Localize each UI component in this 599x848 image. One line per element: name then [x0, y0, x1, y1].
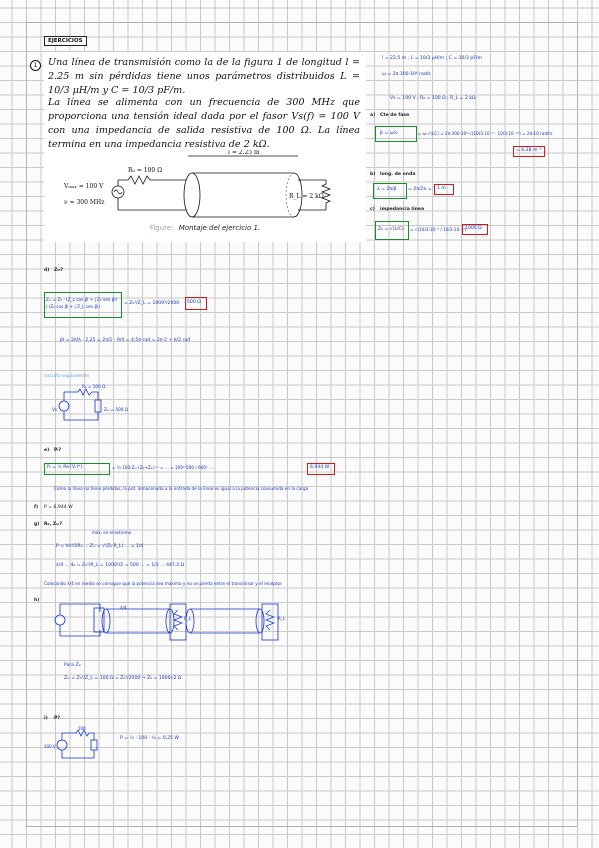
- note-h-label: h): [34, 598, 40, 603]
- note-c-result: 1000 Ω: [465, 226, 482, 231]
- page-border-right: [577, 22, 578, 826]
- note-i-label: i): [44, 716, 48, 721]
- note-d-zin-label: Zᵢₙ = 500 Ω: [104, 407, 128, 412]
- note-i-r-label: 100: [78, 726, 86, 731]
- caption-prefix: Figure:: [149, 224, 174, 232]
- page-border-top: [26, 22, 577, 23]
- note-a-title: Cte de fase: [380, 113, 410, 118]
- note-h-text2: Zᵢₙ = Z₀²/Z_L = 100 Ω = Z₀²/2000 → Z₀ = 1000√2 Ω: [64, 676, 182, 681]
- note-i-v-label: 100 V: [44, 744, 56, 749]
- note-e-expr: = ½ 100·Zᵢₙ·(Z₀+Zᵢₙ)⁻² = ... = 100²·500 / 600² ...: [112, 465, 214, 470]
- note-i-title: P?: [54, 716, 61, 721]
- note-e-label: e): [44, 448, 50, 453]
- figure-source-resistor: R₀ = 100 Ω: [128, 167, 163, 174]
- note-e-boxed: Pₗ = ½ Re{V·I*}: [47, 465, 84, 470]
- note-d-r0-label: R₀ = 100 Ω: [82, 384, 106, 389]
- note-c-label: c): [370, 207, 375, 212]
- note-c-expr: = √(10/3·10⁻⁶ / 10/3·10⁻¹²): [410, 227, 467, 232]
- problem-paragraph-1: Una línea de transmisión como la de la figura 1 de longitud l = 2.25 m sin pérdidas tiene unos parámetros distribuidos L = 10/3 μH/m y C = 10/3 pF/m.: [48, 57, 360, 96]
- exercise-number: 1: [30, 60, 41, 71]
- problem-paragraph-2: La línea se alimenta con un frecuencia de 300 MHz que proporciona una tensión ideal dada por el fasor Vs(f) = 100 V con una impedancia de salida resistiva de 100 Ω. La línea termina en una impedancia resistiva de 2 kΩ.: [48, 97, 360, 150]
- figure-length-label: l = 2.25 m: [228, 150, 260, 156]
- page-border-left: [26, 22, 27, 826]
- note-a-expr: = ω·√(LC) = 2π·300·10⁶·√(10/3·10⁻⁶ · 10/3·10⁻¹²) = 2π·10 rad/m: [418, 131, 553, 136]
- note-g-line2: λ/4 ... 4₀ = Z₀²/R_L = 1000²/2 = 500 ... = 1/2 ... 447,2 Ω: [56, 563, 185, 568]
- note-a-label: a): [370, 113, 376, 118]
- note-b-boxed: λ = 2π/β: [377, 187, 397, 192]
- transmission-line-figure: [58, 150, 358, 234]
- exercises-tag: EJERCICIOS: [44, 36, 87, 46]
- note-b-label: b): [370, 172, 376, 177]
- d-equivalent-circuit: [56, 386, 106, 426]
- note-b-result: 1 m: [437, 186, 446, 191]
- note-c-title: impedancia línea: [380, 207, 425, 212]
- figure-load: R_L = 2 kΩ: [289, 193, 324, 200]
- note-f-label: f): [34, 505, 39, 510]
- note-a-boxed: β = ω/ν: [380, 131, 398, 136]
- note-d-vs-label: Vs: [52, 407, 58, 412]
- note-g-note: Colocando λ/4 en medio se consigue que la potencia sea máxima y no se pierda entre el transmisor y el receptor: [44, 581, 282, 586]
- line-left-end: [184, 173, 200, 217]
- note-d-boxed: Zᵢₙ = Z₀ · (Z_L cos βl + j Z₀ sen βl) / (Z₀ cos βl + j Z_L sen βl): [46, 297, 118, 309]
- note-e-title: Pₗ?: [54, 448, 62, 453]
- note-h-text1: Para Zᵢₙ: [64, 663, 82, 668]
- note-g-margin-note: máx. en el extremo: [92, 530, 132, 535]
- figure-caption: [44, 224, 366, 232]
- i-circuit: [56, 728, 102, 762]
- note-d-title: Zᵢₙ?: [54, 268, 64, 273]
- note-d-expr: = Z₀²/Z_L = 1000²/2000: [124, 301, 180, 306]
- note-e-result: 6,944 W: [310, 465, 330, 470]
- note-givens-1: l = 22,5 m ; L = 10/3 μH/m ; C = 10/3 pF/m: [382, 56, 482, 61]
- note-b-title: long. de onda: [380, 172, 416, 177]
- note-h-line-label: λ/4: [120, 605, 127, 610]
- note-e-note: Como la línea no tiene pérdidas, la pot. almacenada a la entrada de la línea es igual a la potencia consumida en la carga: [54, 486, 309, 491]
- page-border-bottom: [26, 826, 577, 827]
- note-g-label: g): [34, 522, 40, 527]
- note-a-result: = 6,28 m⁻¹: [516, 148, 542, 153]
- note-givens-3: Vs = 100 V ; R₀ = 100 Ω ; R_L = 2 kΩ: [390, 96, 476, 101]
- note-d-circuit-title: circuito equivalente: [44, 374, 90, 379]
- note-b-expr: = 2π/2π = 1: [408, 187, 436, 192]
- note-h-load-a: R_L: [184, 616, 192, 621]
- note-d-line2: βl = 2π/λ · 2,25 = 2π/1 · 9/4 = 4,5π rad = 2π·2 + π/2 rad: [60, 338, 191, 343]
- note-c-boxed: Z₀ = √(L/C): [378, 227, 404, 232]
- note-i-expr: P = ½ · 100 · ½ = 0,25 W: [120, 736, 179, 741]
- note-g-line1: P = Vs²/2R₀ ... Zᵢₙ = √(Z₀·R_L) ... = 1/4: [56, 544, 144, 549]
- figure-source-voltage: Vₘₐₓ = 100 V: [64, 183, 104, 190]
- note-h-load-b: R_L: [278, 616, 286, 621]
- note-f-text: P = 6,944 W: [44, 505, 73, 510]
- h-cascade-lines-diagram: [50, 596, 300, 650]
- note-d-label: d): [44, 268, 50, 273]
- caption-text: Montaje del ejercicio 1.: [178, 224, 261, 232]
- note-d-result: 500 Ω: [187, 300, 201, 305]
- note-g-title: R₀, Zᵢₙ?: [44, 522, 62, 527]
- figure-frequency: ν = 300 MHz: [64, 199, 105, 206]
- problem-statement: [44, 52, 366, 242]
- note-givens-2: ω = 2π·300·10⁶ rad/s: [382, 72, 431, 77]
